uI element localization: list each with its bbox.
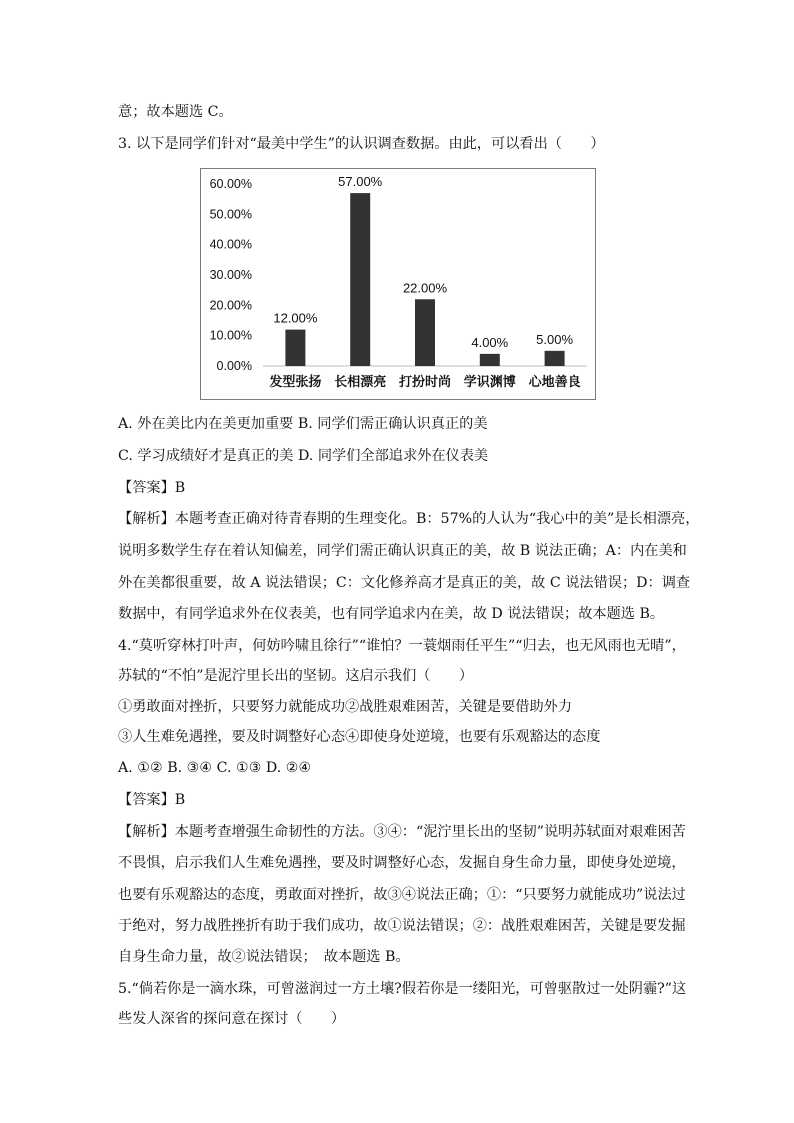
x-tick-label: 学识渊博 bbox=[463, 374, 516, 389]
data-label: 5.00% bbox=[536, 331, 574, 347]
x-tick-label: 打扮时尚 bbox=[398, 374, 452, 389]
y-tick-label: 20.00% bbox=[209, 298, 252, 313]
y-tick-label: 40.00% bbox=[209, 237, 252, 252]
analysis-line: 【解析】本题考查正确对待青春期的生理变化。B：57%的人认为“我心中的美”是长相漂亮， bbox=[118, 511, 700, 527]
data-label: 57.00% bbox=[338, 174, 383, 190]
y-tick-label: 60.00% bbox=[209, 177, 252, 191]
analysis-line: 也要有乐观豁达的态度，勇敢面对挫折，故③④说法正确；①：“只要努力就能成功”说法过 bbox=[118, 887, 686, 903]
data-label: 22.00% bbox=[402, 280, 448, 296]
option-line: A. 外在美比内在美更加重要 B. 同学们需正确认识真正的美 bbox=[118, 416, 488, 432]
analysis-line: 自身生命力量，故②说法错误； 故本题选 B。 bbox=[118, 949, 410, 965]
answer-label: 【答案】B bbox=[118, 792, 186, 808]
statement-line: ③人生难免遇挫，要及时调整好心态④即使身处逆境，也要有乐观豁达的态度 bbox=[118, 729, 601, 745]
y-tick-label: 50.00% bbox=[209, 207, 252, 222]
bar bbox=[480, 354, 500, 366]
bar bbox=[415, 299, 435, 366]
chart-canvas bbox=[201, 169, 595, 399]
option-line: C. 学习成绩好才是真正的美 D. 同学们全部追求外在仪表美 bbox=[118, 448, 489, 464]
y-tick-label: 10.00% bbox=[209, 328, 252, 343]
y-tick-label: 30.00% bbox=[209, 268, 252, 282]
analysis-line: 【解析】本题考查增强生命韧性的方法。③④：“泥泞里长出的坚韧”说明苏轼面对艰难困苦 bbox=[118, 824, 686, 840]
data-label: 4.00% bbox=[471, 334, 509, 350]
analysis-line: 外在美都很重要，故 A 说法错误；C：文化修养高才是真正的美，故 C 说法错误；D：调查 bbox=[118, 575, 691, 591]
data-label: 12.00% bbox=[273, 310, 318, 326]
answer-label: 【答案】B bbox=[118, 480, 186, 496]
question-3-stem: 3. 以下是同学们针对“最美中学生”的认识调查数据。由此，可以看出（ ） bbox=[118, 136, 605, 152]
bar bbox=[545, 351, 565, 366]
x-tick-label: 长相漂亮 bbox=[334, 374, 387, 389]
bar bbox=[350, 193, 370, 366]
analysis-line: 于绝对，努力战胜挫折有助于我们成功，故①说法错误；②：战胜艰难困苦，关键是要发掘 bbox=[118, 918, 686, 934]
option-line: A. ①② B. ③④ C. ①③ D. ②④ bbox=[118, 760, 312, 776]
y-tick-label: 0.00% bbox=[216, 359, 252, 373]
survey-bar-chart bbox=[200, 168, 596, 400]
x-tick-label: 心地善良 bbox=[528, 374, 581, 389]
analysis-line: 数据中，有同学追求外在仪表美，也有同学追求内在美，故 D 说法错误；故本题选 B。 bbox=[118, 606, 665, 622]
text-line: 意；故本题选 C。 bbox=[118, 104, 233, 120]
analysis-line: 不畏惧，启示我们人生难免遇挫，要及时调整好心态，发掘自身生命力量，即使身处逆境， bbox=[118, 855, 686, 871]
bar bbox=[285, 330, 305, 366]
statement-line: ①勇敢面对挫折，只要努力就能成功②战胜艰难困苦，关键是要借助外力 bbox=[118, 699, 573, 715]
question-4-stem: 4.“莫听穿林打叶声，何妨吟啸且徐行”“谁怕？一蓑烟雨任平生”“归去，也无风雨也无晴”， bbox=[118, 638, 686, 654]
question-5-stem: 5.“倘若你是一滴水珠，可曾滋润过一方土壤?假若你是一缕阳光，可曾驱散过一处阴霾?”这 bbox=[118, 981, 687, 997]
analysis-line: 说明多数学生存在着认知偏差，同学们需正确认识真正的美，故 B 说法正确；A：内在美和 bbox=[118, 543, 687, 559]
x-tick-label: 发型张扬 bbox=[269, 374, 322, 389]
question-5-stem: 些发人深省的探问意在探讨（ ） bbox=[118, 1011, 346, 1027]
question-4-stem: 苏轼的“不怕”是泥泞里长出的坚韧。这启示我们（ ） bbox=[118, 668, 474, 684]
